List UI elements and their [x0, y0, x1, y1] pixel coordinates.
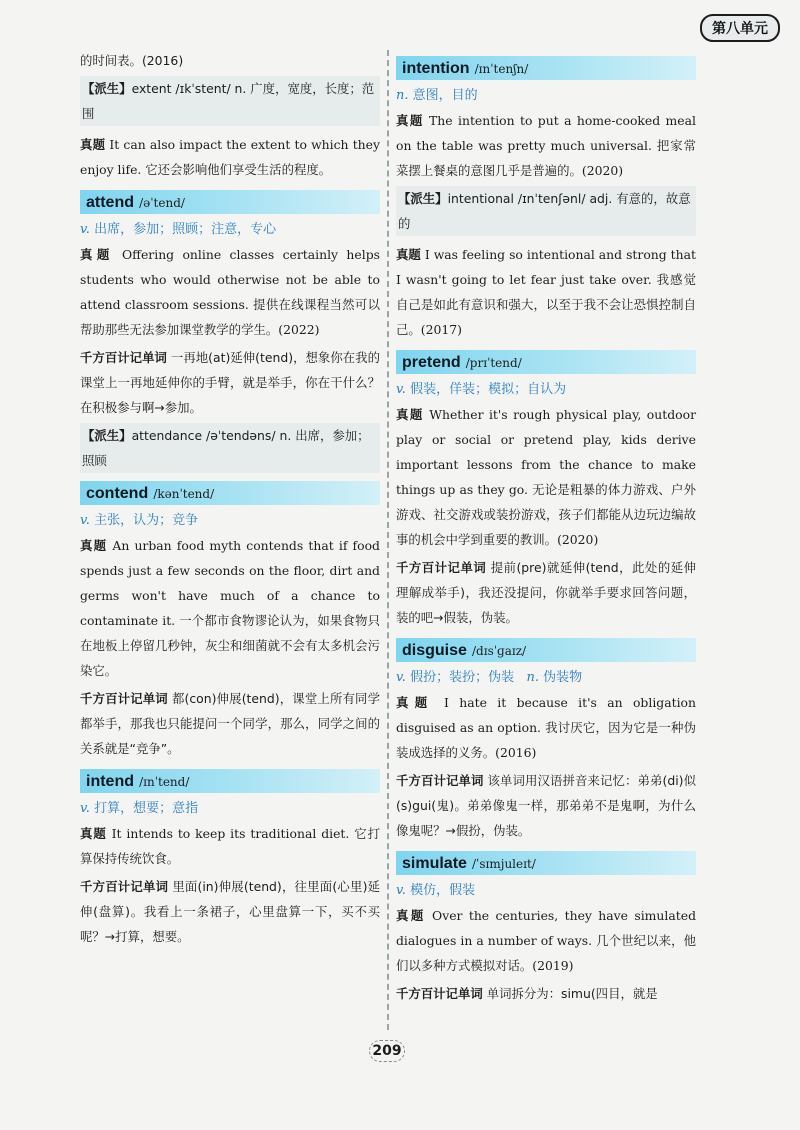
memo-text: 都(con)伸展(tend)，课堂上所有同学都举手，那我也只能提问一个同学，那么，同学之间的关系就是“竞争”。 [80, 691, 380, 756]
attend-derivation [80, 423, 380, 473]
pretend-example [396, 402, 696, 552]
meaning-text: 打算，想要；意指 [94, 801, 199, 816]
contend-memo [80, 686, 380, 761]
part-of-speech: v. [396, 670, 406, 685]
simulate-example [396, 903, 696, 978]
word-header-attend [80, 190, 380, 214]
intend-meaning [80, 797, 380, 821]
word-header-contend [80, 481, 380, 505]
part-of-speech: v. [80, 801, 90, 816]
example-label: 真题 [396, 407, 424, 422]
word-header-intention [396, 56, 696, 80]
example-label: 真题 [396, 695, 434, 710]
word-header-intend [80, 769, 380, 793]
intention-meaning [396, 84, 696, 108]
phonetic: /ˈsɪmjuleɪt/ [472, 857, 536, 871]
meaning-text: 假扮；装扮；伪装 [410, 670, 515, 685]
deriv-text: attendance /əˈtendəns/ n. 出席，参加；照顾 [82, 428, 370, 468]
word-header-simulate [396, 851, 696, 875]
disguise-memo [396, 768, 696, 843]
example-label: 真题 [396, 113, 424, 128]
part-of-speech: n. [396, 88, 409, 103]
deriv-label: 【派生】 [398, 191, 448, 206]
extent-derivation [80, 76, 380, 126]
intro-continuation: 的时间表。(2016) [80, 53, 184, 68]
meaning-text: 假装，佯装；模拟；自认为 [410, 382, 567, 397]
meaning-text: 模仿，假装 [410, 883, 476, 898]
deriv-label: 【派生】 [82, 81, 132, 96]
meaning-text: 意图，目的 [412, 88, 478, 103]
disguise-meaning [396, 666, 696, 690]
meaning-text: 主张，认为；竞争 [94, 513, 199, 528]
example-label: 真题 [80, 826, 107, 841]
memo-text: 单词拆分为：simu(四目，就是 [486, 986, 658, 1001]
meaning-text: 出席，参加；照顾；注意，专心 [94, 222, 277, 237]
attend-memo [80, 345, 380, 420]
example-label: 真题 [80, 247, 114, 262]
phonetic: /ɪnˈtend/ [139, 775, 190, 789]
extent-example [80, 132, 380, 182]
part-of-speech: v. [396, 382, 406, 397]
contend-meaning [80, 509, 380, 533]
simulate-memo [396, 981, 696, 1006]
example-text: Offering online classes certainly helps students who would otherwise not be able to attend classroom sessions. 提供在线课程当然可以帮助那些无法参加课堂教学的学生。(2022) [80, 247, 380, 337]
example-text: Over the centuries, they have simulated dialogues in a number of ways. 几个世纪以来，他们以多种方式模拟对话。(2019) [396, 908, 696, 973]
intention-example [396, 108, 696, 183]
phonetic: /ɪnˈtenʃn/ [474, 62, 529, 76]
part-of-speech: v. [80, 513, 90, 528]
example-label: 真题 [396, 247, 421, 262]
memo-label: 千方百计记单词 [80, 691, 168, 706]
memo-text: 一再地(at)延伸(tend)，想象你在我的课堂上一再地延伸你的手臂，就是举手，你在干什么？在积极参与啊→参加。 [80, 350, 380, 415]
contend-example [80, 533, 380, 683]
headword: intend [86, 773, 134, 790]
word-header-pretend [396, 350, 696, 374]
example-text: I hate it because it's an obligation disguised as an option. 我讨厌它，因为它是一种伪装成选择的义务。(2016) [396, 695, 696, 760]
simulate-meaning [396, 879, 696, 903]
memo-label: 千方百计记单词 [80, 879, 169, 894]
intend-example [80, 821, 380, 871]
phonetic: /kənˈtend/ [153, 487, 215, 501]
pretend-meaning [396, 378, 696, 402]
example-text: It can also impact the extent to which they enjoy life. 它还会影响他们享受生活的程度。 [80, 137, 380, 177]
part-of-speech: v. [396, 883, 406, 898]
memo-label: 千方百计记单词 [80, 350, 167, 365]
memo-label: 千方百计记单词 [396, 773, 484, 788]
part-of-speech-2: n. [526, 670, 540, 685]
part-of-speech: v. [80, 222, 90, 237]
example-text: I was feeling so intentional and strong that I wasn't going to let fear just take over. 我感觉自己是如此有意识和强大，以至于我不会让恐惧控制自己。(2017) [396, 247, 696, 337]
deriv-text: intentional /ɪnˈtenʃənl/ adj. 有意的，故意的 [398, 191, 691, 231]
phonetic: /prɪˈtend/ [465, 356, 522, 370]
example-label: 真题 [80, 538, 108, 553]
example-label: 真题 [396, 908, 426, 923]
example-text: Whether it's rough physical play, outdoor play or social or pretend play, kids derive important lessons from the chance to make things up as they go. 无论是粗暴的体力游戏、户外游戏、社交游戏或装扮游戏，孩子们都能从边玩边编故事的机会中学到重要的教训。(2020) [396, 407, 696, 547]
disguise-example [396, 690, 696, 765]
example-text: The intention to put a home-cooked meal on the table was pretty much universal. 把家常菜摆上餐桌的意图几乎是普遍的。(2020) [396, 113, 696, 178]
right-column [396, 48, 696, 1009]
memo-text: 该单词用汉语拼音来记忆：弟弟(di)似(s)gui(鬼)。弟弟像鬼一样，那弟弟不是鬼啊，为什么像鬼呢？→假扮，伪装。 [396, 773, 696, 838]
phonetic: /əˈtend/ [139, 196, 185, 210]
example-label: 真题 [80, 137, 106, 152]
intend-memo [80, 874, 380, 949]
headword: disguise [402, 642, 467, 659]
attend-meaning [80, 218, 380, 242]
meaning-text-2: 伪装物 [543, 670, 583, 685]
memo-label: 千方百计记单词 [396, 986, 483, 1001]
example-text: An urban food myth contends that if food spends just a few seconds on the floor, dirt and germs won't have much of a chance to contaminate it. 一个都市食物谬论认为，如果食物只在地板上停留几秒钟，灰尘和细菌就不会有太多机会污染它。 [80, 538, 380, 678]
headword: contend [86, 485, 149, 502]
intention-derivation [396, 186, 696, 236]
phonetic: /dɪsˈɡaɪz/ [472, 644, 527, 658]
memo-text: 里面(in)伸展(tend)，往里面(心里)延伸(盘算)。我看上一条裙子，心里盘算一下，买不买呢？→打算，想要。 [80, 879, 380, 944]
headword: attend [86, 194, 134, 211]
memo-label: 千方百计记单词 [396, 560, 487, 575]
memo-text: 提前(pre)就延伸(tend，此处的延伸理解成举手)，我还没提问，你就举手要求回答问题，装的吧→假装，伪装。 [396, 560, 696, 625]
example-text: It intends to keep its traditional diet. 它打算保持传统饮食。 [80, 826, 380, 866]
column-divider [387, 50, 389, 1030]
attend-example [80, 242, 380, 342]
headword: intention [402, 60, 470, 77]
page-number: 209 [369, 1040, 405, 1062]
word-header-disguise [396, 638, 696, 662]
deriv-text: extent /ɪkˈstent/ n. 广度，宽度，长度；范围 [82, 81, 375, 121]
unit-tag: 第八单元 [700, 14, 780, 42]
pretend-memo [396, 555, 696, 630]
headword: simulate [402, 855, 467, 872]
intention-example-2 [396, 242, 696, 342]
deriv-label: 【派生】 [82, 428, 132, 443]
left-column [80, 48, 380, 952]
headword: pretend [402, 354, 461, 371]
